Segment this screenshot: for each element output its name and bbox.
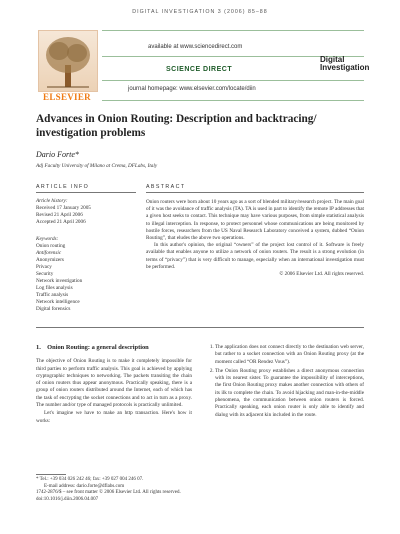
keywords-label: Keywords: xyxy=(36,236,59,242)
history-accepted: Accepted 21 April 2006 xyxy=(36,219,86,225)
author-name: Dario Forte* xyxy=(36,150,79,159)
journal-logo-line2: Investigation xyxy=(320,63,370,72)
footnote-doi[interactable]: doi:10.1016/j.diin.2006.04.007 xyxy=(36,496,99,502)
abstract-paragraph: In this author's opinion, the original “owners” of the project lost control of it. Software is freely available that enables anyone to utilize a network of onion routers. The result is a strong evolution (in terms of “privacy”) that is very difficult to manage, especially when an international investigation must be performed. xyxy=(146,242,364,270)
section-heading: 1. Onion Routing: a general description xyxy=(36,344,149,351)
keyword-item: Security xyxy=(36,271,54,277)
abstract-heading: ABSTRACT xyxy=(146,184,186,190)
list-item: 1. The application does not connect directly to the destination web server, but rather to a socket connection with an Onion Routing proxy (at the moment called “OR Rendez Vous”). xyxy=(215,344,364,366)
footnote-issn: 1742-2876/$ – see front matter © 2006 Elsevier Ltd. All rights reserved. xyxy=(36,490,181,496)
keyword-item: Traffic analysis xyxy=(36,292,69,298)
keyword-item: Onion routing xyxy=(36,243,66,249)
author-affiliation: Adj Faculty University of Milano at Crema, DFLabs, Italy xyxy=(36,163,158,169)
footnote-rule xyxy=(36,474,66,475)
history-received: Received 17 January 2005 xyxy=(36,205,91,211)
footnote-contact: * Tel.: +39 034 026 242 46; fax: +39 027 004 246 07. xyxy=(36,477,144,482)
abstract-copyright: © 2006 Elsevier Ltd. All rights reserved. xyxy=(279,271,364,278)
body-left-column xyxy=(36,344,192,426)
keyword-item: Privacy xyxy=(36,264,52,270)
sciencedirect-logo xyxy=(166,60,232,78)
journal-logo-line1: Digital xyxy=(320,55,345,64)
keyword-item: Network investigation xyxy=(36,278,83,284)
publisher-name: ELSEVIER xyxy=(43,92,91,102)
footnote-email[interactable]: E-mail address: dario.forte@dflabs.com xyxy=(44,483,125,489)
divider xyxy=(36,327,364,328)
keyword-item: Anonymizers xyxy=(36,257,64,263)
article-title: Advances in Onion Routing: Description and backtracing/ investigation problems xyxy=(36,113,317,139)
divider xyxy=(36,192,136,193)
body-paragraph: Let's imagine we have to make an http transaction. Here's how it works: xyxy=(36,410,192,424)
keywords-list xyxy=(36,236,136,313)
sd-logo-text: SCIENCE DIRECT xyxy=(166,65,233,73)
history-label: Article history: xyxy=(36,198,68,204)
article-history xyxy=(36,198,136,226)
history-revised: Revised 21 April 2006 xyxy=(36,212,83,218)
list-item: 2. The Onion Routing proxy establishes a direct anonymous connection with its nearest sister. To guarantee the impossibility of interceptions, the first Onion Routing proxy makes another connection with others of its ilk to complete the chain. To avoid hijacking and man-in-the-middle phenomena, the communication between onion routers is forced. Practically speaking, each onion router is only able to identify and dialog with its adjacent kin included in the route. xyxy=(215,368,364,419)
body-right-column xyxy=(206,344,364,421)
available-at-text[interactable]: available at www.sciencedirect.com xyxy=(148,44,243,50)
article-info-heading: ARTICLE INFO xyxy=(36,184,90,190)
journal-banner xyxy=(36,30,364,102)
steps-list xyxy=(206,344,364,419)
abstract-body xyxy=(146,199,364,278)
keyword-item: Network intelligence xyxy=(36,299,80,305)
body-paragraph: The objective of Onion Routing is to make it completely impossible for third parties to perform traffic analysis. This goal is achieved by applying cryptographic techniques to networking. The packets transiting the chain of onion routers thus appear anonymous. Practically speaking, there is a group of onion routers distributed around the Internet, each of which has the task of encrypting the socket connections and to act in turn as a proxy. The number and/or type of managed protocols is practically unlimited. xyxy=(36,358,192,409)
keyword-item: Digital forensics xyxy=(36,306,71,312)
journal-homepage-text[interactable]: journal homepage: www.elsevier.com/locate/diin xyxy=(128,86,256,92)
keyword-item: Antiforensic xyxy=(36,250,62,256)
journal-logo xyxy=(320,56,369,72)
abstract-paragraph: Onion routers were born about 10 years ago as a sort of blended military/research project. The main goal of it was the avoidance of traffic analysis (TA). TA is used in part to identify the remote IP addresses that a given host seeks to contact. This technique may have various purposes, from simple statistical analysis to illegal interception. In response, to protect personnel whose communications are being monitored by hostile forces, researchers from the US Naval Research Laboratory conceived a system, dubbed “Onion Routing”, that eludes the above two operations. xyxy=(146,199,364,242)
keyword-item: Log files analysis xyxy=(36,285,73,291)
running-head: DIGITAL INVESTIGATION 3 (2006) 85–88 xyxy=(132,9,268,15)
divider xyxy=(146,192,364,193)
footnote xyxy=(36,477,364,503)
